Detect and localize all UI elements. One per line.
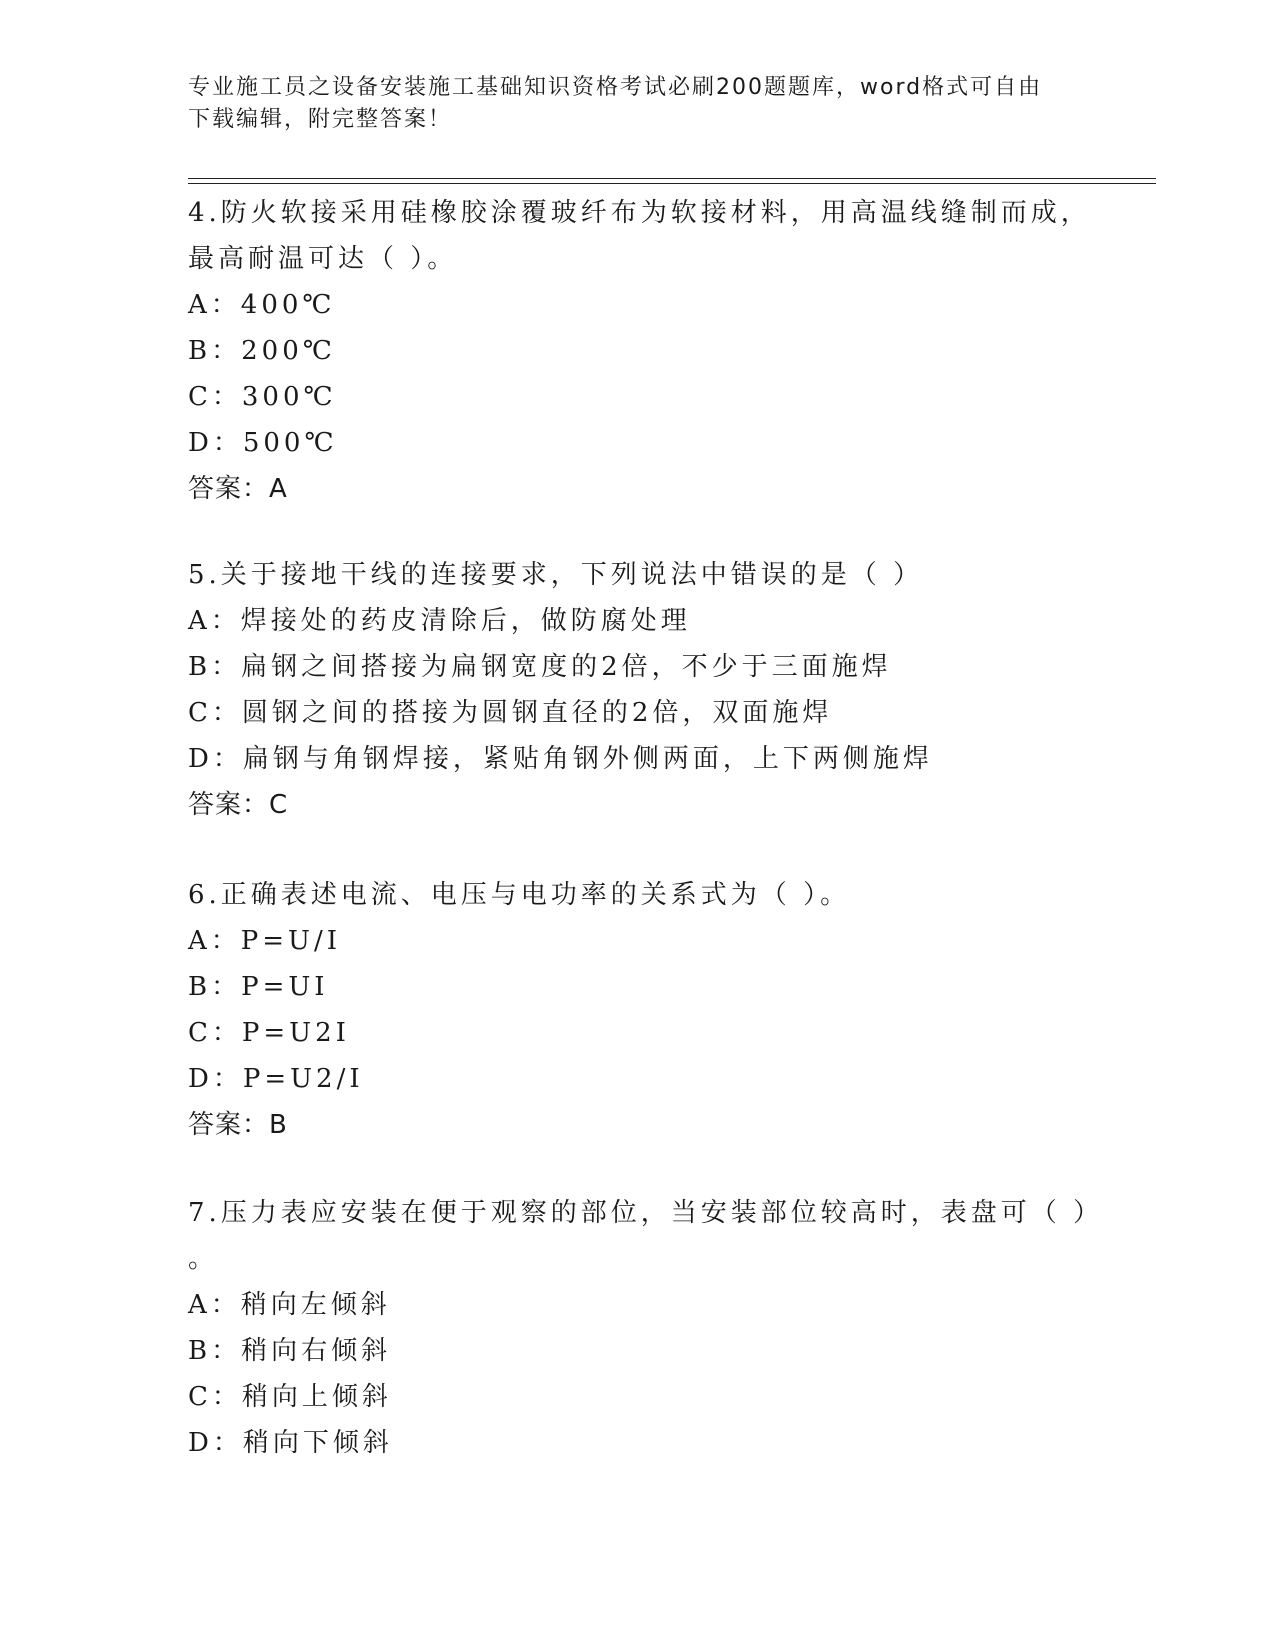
option-a: A：400℃: [188, 290, 336, 320]
question-stem-line: 7.压力表应安装在便于观察的部位，当安装部位较高时，表盘可（ ）: [188, 1198, 1104, 1228]
option-a: A：焊接处的药皮清除后，做防腐处理: [188, 606, 691, 636]
option-d: D：稍向下倾斜: [188, 1428, 393, 1458]
question-stem-line: 4.防火软接采用硅橡胶涂覆玻纤布为软接材料，用高温线缝制而成，: [188, 198, 1091, 228]
option-c: C：300℃: [188, 382, 337, 412]
answer: 答案：C: [188, 790, 289, 820]
option-d: D：P=U2/I: [188, 1064, 364, 1094]
option-a: A：稍向左倾斜: [188, 1290, 391, 1320]
header-line-1: 专业施工员之设备安装施工基础知识资格考试必刷200题题库，word格式可自由: [188, 75, 1043, 100]
option-b: B：P=UI: [188, 972, 329, 1002]
answer: 答案：A: [188, 474, 288, 504]
question-stem-line: 5.关于接地干线的连接要求，下列说法中错误的是（ ）: [188, 560, 924, 590]
option-c: C：圆钢之间的搭接为圆钢直径的2倍，双面施焊: [188, 698, 833, 728]
question-7: [188, 1190, 1104, 1466]
question-6: [188, 872, 1088, 1148]
document-header: [188, 72, 1068, 136]
question-5: [188, 552, 1088, 828]
question-stem-line: 最高耐温可达（ ）。: [188, 244, 458, 274]
question-stem-line: 6.正确表述电流、电压与电功率的关系式为（ ）。: [188, 880, 851, 910]
question-4: [188, 190, 1091, 512]
answer: 答案：B: [188, 1110, 288, 1140]
question-stem-line: 。: [188, 1244, 219, 1274]
header-divider-bottom: [188, 183, 1156, 184]
option-b: B：稍向右倾斜: [188, 1336, 392, 1366]
option-a: A：P=U/I: [188, 926, 341, 956]
option-d: D：500℃: [188, 428, 338, 458]
option-c: C：P=U2I: [188, 1018, 350, 1048]
header-line-2: 下载编辑，附完整答案！: [188, 107, 453, 132]
option-b: B：200℃: [188, 336, 336, 366]
header-divider-top: [188, 178, 1156, 179]
option-b: B：扁钢之间搭接为扁钢宽度的2倍，不少于三面施焊: [188, 652, 892, 682]
option-c: C：稍向上倾斜: [188, 1382, 392, 1412]
option-d: D：扁钢与角钢焊接，紧贴角钢外侧两面，上下两侧施焊: [188, 744, 933, 774]
